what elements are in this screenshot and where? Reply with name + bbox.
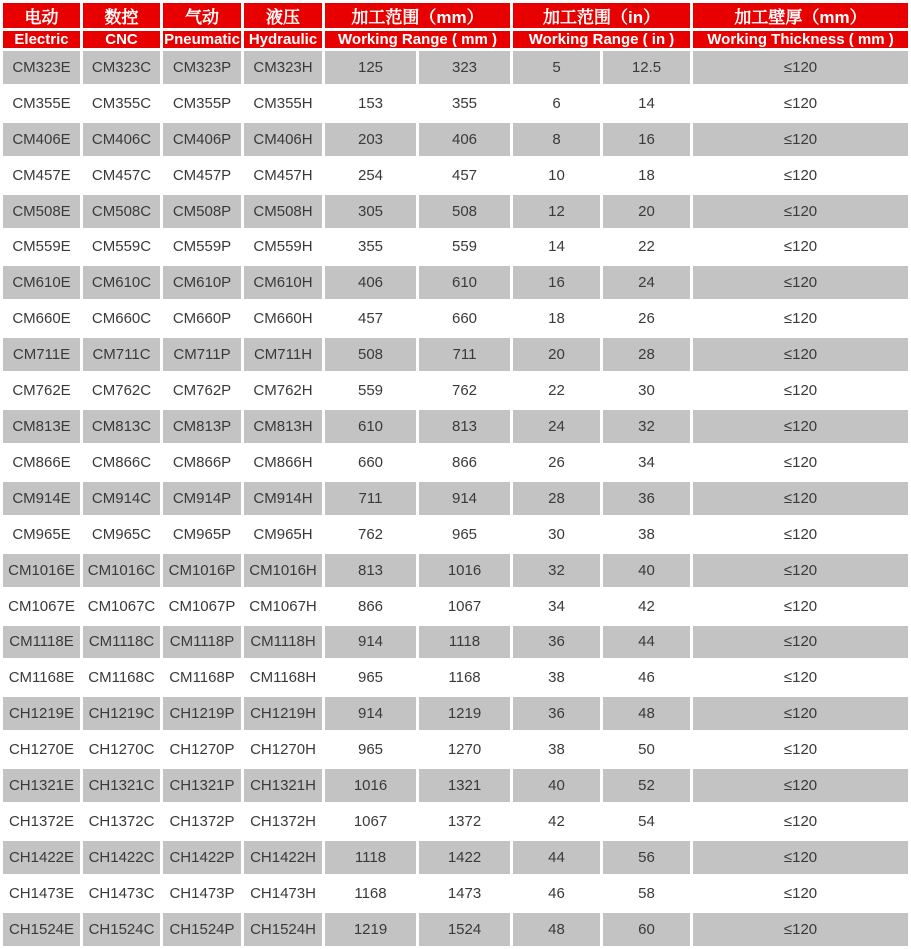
working-range-mm-min: 1168	[325, 877, 416, 910]
model-cnc: CM406C	[83, 123, 160, 156]
working-range-mm-min: 866	[325, 590, 416, 623]
header-pneumatic-zh: 气动	[163, 3, 241, 28]
model-pneumatic: CM323P	[163, 51, 241, 84]
working-thickness-mm: ≤120	[693, 590, 908, 623]
header-hydraulic-en: Hydraulic	[244, 31, 322, 48]
working-thickness-mm: ≤120	[693, 302, 908, 335]
model-pneumatic: CM866P	[163, 446, 241, 479]
model-electric: CM1168E	[3, 661, 80, 694]
model-cnc: CM711C	[83, 338, 160, 371]
working-range-in-min: 40	[513, 769, 600, 802]
working-range-in-max: 28	[603, 338, 690, 371]
working-range-mm-max: 1168	[419, 661, 510, 694]
working-range-in-max: 58	[603, 877, 690, 910]
working-range-in-min: 44	[513, 841, 600, 874]
working-range-in-max: 52	[603, 769, 690, 802]
table-row	[3, 661, 908, 694]
table-row	[3, 123, 908, 156]
working-range-in-min: 28	[513, 482, 600, 515]
working-thickness-mm: ≤120	[693, 231, 908, 264]
working-range-mm-min: 711	[325, 482, 416, 515]
working-range-mm-max: 914	[419, 482, 510, 515]
working-range-in-min: 42	[513, 805, 600, 838]
model-cnc: CH1473C	[83, 877, 160, 910]
table-row	[3, 841, 908, 874]
working-range-mm-max: 660	[419, 302, 510, 335]
working-thickness-mm: ≤120	[693, 482, 908, 515]
working-range-mm-max: 1321	[419, 769, 510, 802]
working-range-in-min: 10	[513, 159, 600, 192]
working-range-in-max: 20	[603, 195, 690, 228]
model-cnc: CM1168C	[83, 661, 160, 694]
model-hydraulic: CM1016H	[244, 554, 322, 587]
model-hydraulic: CM813H	[244, 410, 322, 443]
model-cnc: CH1422C	[83, 841, 160, 874]
model-pneumatic: CH1473P	[163, 877, 241, 910]
working-thickness-mm: ≤120	[693, 841, 908, 874]
model-electric: CM914E	[3, 482, 80, 515]
model-electric: CH1372E	[3, 805, 80, 838]
working-range-mm-max: 610	[419, 266, 510, 299]
working-thickness-mm: ≤120	[693, 661, 908, 694]
model-pneumatic: CM914P	[163, 482, 241, 515]
working-range-in-min: 8	[513, 123, 600, 156]
model-cnc: CM457C	[83, 159, 160, 192]
model-electric: CH1321E	[3, 769, 80, 802]
working-range-mm-min: 457	[325, 302, 416, 335]
working-thickness-mm: ≤120	[693, 733, 908, 766]
working-range-mm-min: 1016	[325, 769, 416, 802]
working-thickness-mm: ≤120	[693, 626, 908, 659]
working-range-in-min: 36	[513, 697, 600, 730]
working-range-mm-min: 610	[325, 410, 416, 443]
working-thickness-mm: ≤120	[693, 159, 908, 192]
table-row	[3, 518, 908, 551]
working-range-mm-min: 1067	[325, 805, 416, 838]
working-range-in-max: 22	[603, 231, 690, 264]
model-hydraulic: CM406H	[244, 123, 322, 156]
working-range-in-max: 34	[603, 446, 690, 479]
model-electric: CH1422E	[3, 841, 80, 874]
working-range-mm-min: 762	[325, 518, 416, 551]
working-range-mm-max: 1422	[419, 841, 510, 874]
working-range-mm-max: 1118	[419, 626, 510, 659]
working-thickness-mm: ≤120	[693, 769, 908, 802]
model-pneumatic: CM965P	[163, 518, 241, 551]
model-cnc: CM914C	[83, 482, 160, 515]
header-range-in-en: Working Range ( in )	[513, 31, 690, 48]
header-row-zh	[3, 3, 908, 28]
working-range-in-min: 16	[513, 266, 600, 299]
working-range-in-max: 14	[603, 87, 690, 120]
model-cnc: CM762C	[83, 374, 160, 407]
working-range-mm-max: 355	[419, 87, 510, 120]
model-hydraulic: CM711H	[244, 338, 322, 371]
model-pneumatic: CH1270P	[163, 733, 241, 766]
model-cnc: CM1067C	[83, 590, 160, 623]
model-electric: CM965E	[3, 518, 80, 551]
model-pneumatic: CM762P	[163, 374, 241, 407]
working-range-in-min: 12	[513, 195, 600, 228]
working-range-in-max: 16	[603, 123, 690, 156]
table-row	[3, 302, 908, 335]
working-range-mm-min: 965	[325, 661, 416, 694]
table-row	[3, 769, 908, 802]
table-header	[3, 3, 908, 48]
model-cnc: CM508C	[83, 195, 160, 228]
working-range-mm-min: 153	[325, 87, 416, 120]
table-row	[3, 446, 908, 479]
model-pneumatic: CH1524P	[163, 913, 241, 946]
model-electric: CM508E	[3, 195, 80, 228]
model-cnc: CM1118C	[83, 626, 160, 659]
model-cnc: CM965C	[83, 518, 160, 551]
table-row	[3, 733, 908, 766]
working-range-mm-min: 914	[325, 626, 416, 659]
working-thickness-mm: ≤120	[693, 913, 908, 946]
table-row	[3, 482, 908, 515]
working-range-in-min: 48	[513, 913, 600, 946]
model-cnc: CM323C	[83, 51, 160, 84]
working-range-in-min: 24	[513, 410, 600, 443]
working-range-in-max: 56	[603, 841, 690, 874]
working-range-in-max: 12.5	[603, 51, 690, 84]
table-row	[3, 87, 908, 120]
model-hydraulic: CM508H	[244, 195, 322, 228]
model-hydraulic: CH1372H	[244, 805, 322, 838]
header-cnc-en: CNC	[83, 31, 160, 48]
header-range-in-zh: 加工范围（in）	[513, 3, 690, 28]
model-pneumatic: CM711P	[163, 338, 241, 371]
working-range-mm-min: 965	[325, 733, 416, 766]
working-range-mm-min: 914	[325, 697, 416, 730]
model-electric: CH1524E	[3, 913, 80, 946]
working-range-in-min: 26	[513, 446, 600, 479]
working-range-in-max: 54	[603, 805, 690, 838]
model-pneumatic: CM559P	[163, 231, 241, 264]
working-range-mm-max: 711	[419, 338, 510, 371]
working-range-mm-max: 1270	[419, 733, 510, 766]
working-range-mm-max: 559	[419, 231, 510, 264]
table-row	[3, 410, 908, 443]
working-range-in-max: 42	[603, 590, 690, 623]
table-row	[3, 554, 908, 587]
working-range-in-min: 36	[513, 626, 600, 659]
working-range-in-min: 18	[513, 302, 600, 335]
model-hydraulic: CH1219H	[244, 697, 322, 730]
model-pneumatic: CM1016P	[163, 554, 241, 587]
table-row	[3, 338, 908, 371]
working-range-mm-max: 866	[419, 446, 510, 479]
working-range-mm-max: 1473	[419, 877, 510, 910]
header-cnc-zh: 数控	[83, 3, 160, 28]
table-row	[3, 374, 908, 407]
working-range-mm-min: 125	[325, 51, 416, 84]
model-cnc: CM813C	[83, 410, 160, 443]
working-thickness-mm: ≤120	[693, 446, 908, 479]
model-hydraulic: CH1422H	[244, 841, 322, 874]
header-range-mm-zh: 加工范围（mm）	[325, 3, 510, 28]
model-pneumatic: CM660P	[163, 302, 241, 335]
header-pneumatic-en: Pneumatic	[164, 31, 240, 48]
working-range-in-max: 38	[603, 518, 690, 551]
working-range-in-max: 44	[603, 626, 690, 659]
table-row	[3, 51, 908, 84]
model-electric: CM559E	[3, 231, 80, 264]
model-pneumatic: CH1219P	[163, 697, 241, 730]
working-thickness-mm: ≤120	[693, 374, 908, 407]
working-range-mm-min: 254	[325, 159, 416, 192]
working-range-mm-max: 1016	[419, 554, 510, 587]
table-row	[3, 266, 908, 299]
model-hydraulic: CM660H	[244, 302, 322, 335]
model-pneumatic: CH1372P	[163, 805, 241, 838]
working-range-mm-min: 406	[325, 266, 416, 299]
model-hydraulic: CM1118H	[244, 626, 322, 659]
working-range-in-min: 20	[513, 338, 600, 371]
model-cnc: CH1270C	[83, 733, 160, 766]
model-hydraulic: CM1067H	[244, 590, 322, 623]
model-cnc: CM660C	[83, 302, 160, 335]
model-electric: CM1118E	[3, 626, 80, 659]
working-thickness-mm: ≤120	[693, 338, 908, 371]
working-range-mm-max: 406	[419, 123, 510, 156]
working-range-in-max: 40	[603, 554, 690, 587]
table-row	[3, 159, 908, 192]
working-range-in-min: 46	[513, 877, 600, 910]
header-hydraulic-zh: 液压	[244, 3, 322, 28]
model-electric: CH1270E	[3, 733, 80, 766]
model-pneumatic: CM406P	[163, 123, 241, 156]
model-hydraulic: CM323H	[244, 51, 322, 84]
model-pneumatic: CM1118P	[163, 626, 241, 659]
model-hydraulic: CH1321H	[244, 769, 322, 802]
header-thickness-en: Working Thickness ( mm )	[693, 31, 908, 48]
model-pneumatic: CM508P	[163, 195, 241, 228]
working-range-in-min: 34	[513, 590, 600, 623]
model-electric: CM866E	[3, 446, 80, 479]
header-electric-zh: 电动	[3, 3, 80, 28]
header-thickness-zh: 加工壁厚（mm）	[693, 3, 908, 28]
model-electric: CH1219E	[3, 697, 80, 730]
working-thickness-mm: ≤120	[693, 877, 908, 910]
model-pneumatic: CH1321P	[163, 769, 241, 802]
model-cnc: CM559C	[83, 231, 160, 264]
model-electric: CM1016E	[3, 554, 80, 587]
header-row-en	[3, 31, 908, 48]
working-range-mm-min: 1118	[325, 841, 416, 874]
model-pneumatic: CM1168P	[163, 661, 241, 694]
model-pneumatic: CM813P	[163, 410, 241, 443]
working-range-in-max: 46	[603, 661, 690, 694]
model-cnc: CH1321C	[83, 769, 160, 802]
working-thickness-mm: ≤120	[693, 123, 908, 156]
working-range-in-max: 48	[603, 697, 690, 730]
working-range-mm-min: 1219	[325, 913, 416, 946]
table-row	[3, 805, 908, 838]
model-cnc: CH1219C	[83, 697, 160, 730]
model-cnc: CM610C	[83, 266, 160, 299]
working-range-mm-max: 1067	[419, 590, 510, 623]
working-thickness-mm: ≤120	[693, 518, 908, 551]
working-range-mm-max: 1372	[419, 805, 510, 838]
table-row	[3, 697, 908, 730]
model-pneumatic: CM355P	[163, 87, 241, 120]
working-range-in-min: 38	[513, 733, 600, 766]
working-range-in-min: 14	[513, 231, 600, 264]
model-hydraulic: CM355H	[244, 87, 322, 120]
working-thickness-mm: ≤120	[693, 195, 908, 228]
model-hydraulic: CM965H	[244, 518, 322, 551]
working-range-mm-max: 508	[419, 195, 510, 228]
working-range-mm-max: 965	[419, 518, 510, 551]
working-range-mm-max: 1524	[419, 913, 510, 946]
model-cnc: CH1524C	[83, 913, 160, 946]
working-range-mm-min: 559	[325, 374, 416, 407]
working-thickness-mm: ≤120	[693, 805, 908, 838]
working-range-in-max: 60	[603, 913, 690, 946]
working-thickness-mm: ≤120	[693, 554, 908, 587]
working-range-in-min: 6	[513, 87, 600, 120]
model-hydraulic: CM866H	[244, 446, 322, 479]
working-range-mm-max: 457	[419, 159, 510, 192]
table-row	[3, 913, 908, 946]
table-row	[3, 590, 908, 623]
model-hydraulic: CH1270H	[244, 733, 322, 766]
model-electric: CM762E	[3, 374, 80, 407]
working-range-in-max: 36	[603, 482, 690, 515]
working-range-in-max: 50	[603, 733, 690, 766]
working-range-mm-min: 305	[325, 195, 416, 228]
working-thickness-mm: ≤120	[693, 410, 908, 443]
model-cnc: CH1372C	[83, 805, 160, 838]
working-range-in-max: 30	[603, 374, 690, 407]
working-range-in-min: 38	[513, 661, 600, 694]
working-range-in-min: 30	[513, 518, 600, 551]
model-hydraulic: CM457H	[244, 159, 322, 192]
working-range-in-min: 22	[513, 374, 600, 407]
working-range-in-min: 32	[513, 554, 600, 587]
model-cnc: CM866C	[83, 446, 160, 479]
working-thickness-mm: ≤120	[693, 697, 908, 730]
model-electric: CM406E	[3, 123, 80, 156]
working-thickness-mm: ≤120	[693, 87, 908, 120]
model-electric: CM1067E	[3, 590, 80, 623]
model-pneumatic: CH1422P	[163, 841, 241, 874]
working-thickness-mm: ≤120	[693, 266, 908, 299]
model-electric: CM610E	[3, 266, 80, 299]
working-range-mm-min: 508	[325, 338, 416, 371]
working-range-mm-min: 813	[325, 554, 416, 587]
table-row	[3, 195, 908, 228]
model-electric: CM355E	[3, 87, 80, 120]
model-electric: CM711E	[3, 338, 80, 371]
model-electric: CM323E	[3, 51, 80, 84]
model-hydraulic: CM610H	[244, 266, 322, 299]
working-range-in-max: 24	[603, 266, 690, 299]
working-range-mm-min: 355	[325, 231, 416, 264]
model-hydraulic: CM559H	[244, 231, 322, 264]
working-range-mm-max: 813	[419, 410, 510, 443]
model-hydraulic: CM914H	[244, 482, 322, 515]
model-pneumatic: CM610P	[163, 266, 241, 299]
working-range-mm-max: 1219	[419, 697, 510, 730]
model-electric: CH1473E	[3, 877, 80, 910]
working-thickness-mm: ≤120	[693, 51, 908, 84]
working-range-in-max: 32	[603, 410, 690, 443]
working-range-mm-min: 203	[325, 123, 416, 156]
table-row	[3, 877, 908, 910]
model-hydraulic: CM762H	[244, 374, 322, 407]
model-electric: CM813E	[3, 410, 80, 443]
table-row	[3, 626, 908, 659]
model-electric: CM457E	[3, 159, 80, 192]
working-range-in-max: 18	[603, 159, 690, 192]
header-range-mm-en: Working Range ( mm )	[325, 31, 510, 48]
table-body	[3, 51, 908, 946]
table-row	[3, 231, 908, 264]
model-pneumatic: CM1067P	[163, 590, 241, 623]
working-range-in-min: 5	[513, 51, 600, 84]
model-cnc: CM1016C	[83, 554, 160, 587]
working-range-mm-max: 762	[419, 374, 510, 407]
model-hydraulic: CH1524H	[244, 913, 322, 946]
model-cnc: CM355C	[83, 87, 160, 120]
working-range-mm-max: 323	[419, 51, 510, 84]
model-hydraulic: CH1473H	[244, 877, 322, 910]
working-range-mm-min: 660	[325, 446, 416, 479]
header-electric-en: Electric	[3, 31, 80, 48]
working-range-in-max: 26	[603, 302, 690, 335]
model-hydraulic: CM1168H	[244, 661, 322, 694]
model-electric: CM660E	[3, 302, 80, 335]
model-pneumatic: CM457P	[163, 159, 241, 192]
